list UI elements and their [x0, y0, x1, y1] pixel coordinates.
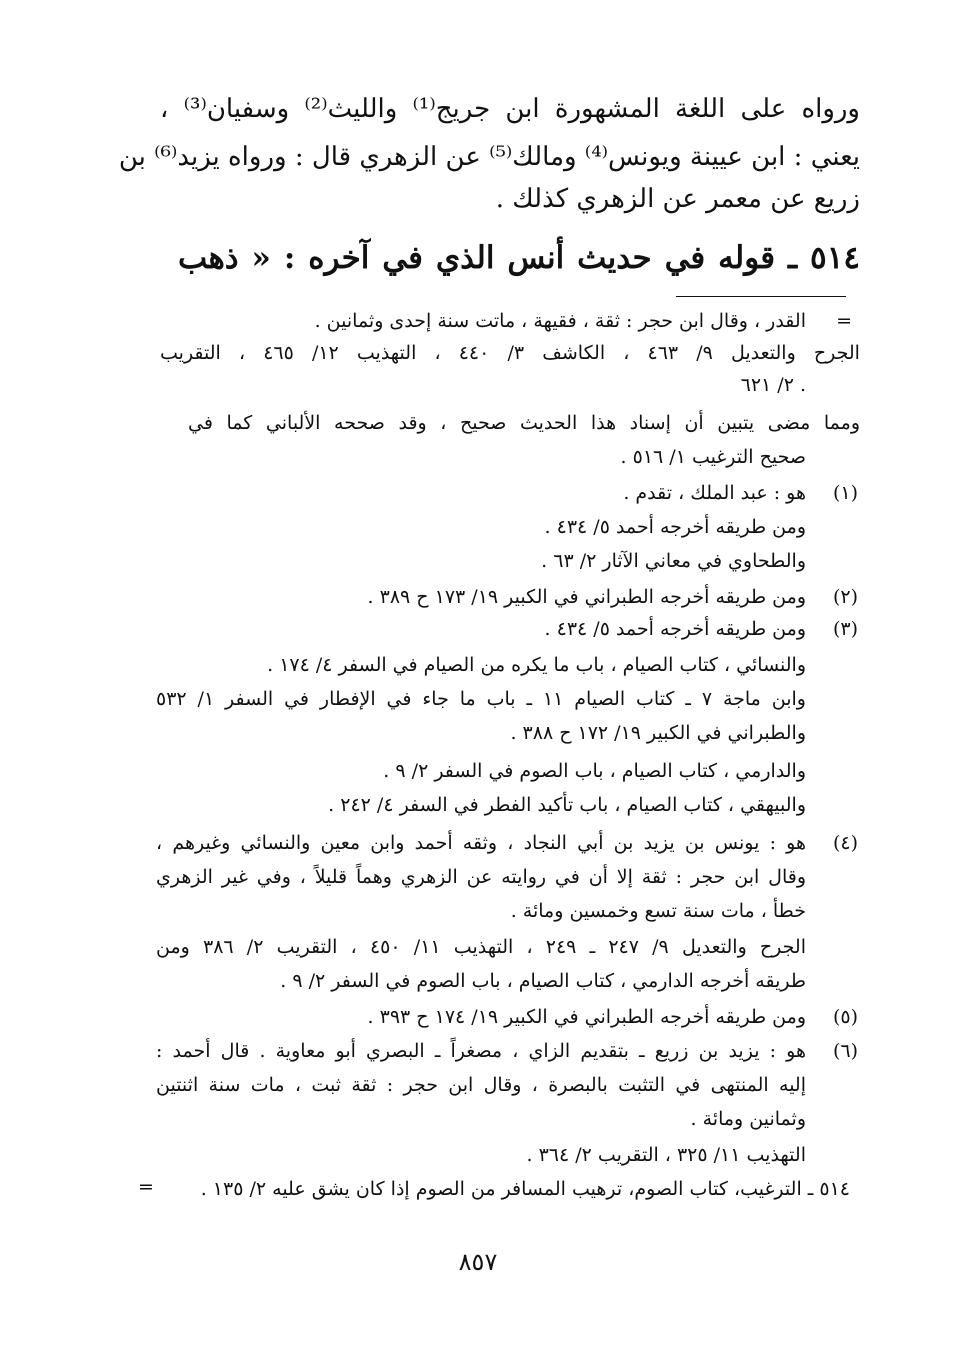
footnote-5-line-1: ومن طريقه أخرجه الطبراني في الكبير ١٩/ ١٧٤ ح ٣٩٣ . [367, 1006, 806, 1028]
footnote-4-line-5: طريقه أخرجه الدارمي ، كتاب الصيام ، باب الصوم في السفر ٢/ ٩ . [280, 970, 806, 992]
footnote-3-line-6: والبيهقي ، كتاب الصيام ، باب تأكيد الفطر في السفر ٤/ ٢٤٢ . [328, 794, 806, 816]
footnote-514-continuation-marker: = [138, 1176, 154, 1198]
footnote-3-line-5: والدارمي ، كتاب الصيام ، باب الصوم في السفر ٢/ ٩ . [383, 760, 806, 782]
footnote-6-number: (٦) [832, 1040, 858, 1062]
section-heading: ٥١٤ ـ قوله في حديث أنس الذي في آخره : « ذهب [178, 240, 860, 276]
footnote-4-number: (٤) [832, 832, 858, 854]
footnote-continuation-line-1: القدر ، وقال ابن حجر : ثقة ، فقيهة ، ماتت سنة إحدى وثمانين . [314, 310, 806, 332]
footnote-3-line-4: والطبراني في الكبير ١٩/ ١٧٢ ح ٣٨٨ . [510, 722, 806, 744]
footnote-3-line-1: ومن طريقه أخرجه أحمد ٥/ ٤٣٤ . [544, 618, 806, 640]
main-text-line-2: يعني : ابن عيينة ويونس⁽⁴⁾ ومالك⁽⁵⁾ عن الزهري قال : ورواه يزيد⁽⁶⁾ بن [118, 142, 860, 172]
footnote-2-line-1: ومن طريقه أخرجه الطبراني في الكبير ١٩/ ١٧٣ ح ٣٨٩ . [367, 586, 806, 608]
footnote-5-number: (٥) [832, 1006, 858, 1028]
footnote-1-line-2: ومن طريقه أخرجه أحمد ٥/ ٤٣٤ . [544, 516, 806, 538]
footnote-1-line-1: هو : عبد الملك ، تقدم . [623, 482, 806, 504]
footnote-continuation-line-2: الجرح والتعديل ٩/ ٤٦٣ ، الكاشف ٣/ ٤٤٠ ، التهذيب ١٢/ ٤٦٥ ، التقريب [160, 342, 860, 364]
footnote-6-line-1: هو : يزيد بن زريع ـ بتقديم الزاي ، مصغراً ـ البصري أبو معاوية . قال أحمد : [156, 1040, 806, 1062]
footnote-2-number: (٢) [832, 586, 858, 608]
footnote-3-line-3: وابن ماجة ٧ ـ كتاب الصيام ١١ ـ باب ما جاء في الإفطار في السفر ١/ ٥٣٢ [156, 688, 806, 710]
continuation-marker: = [836, 310, 852, 332]
footnote-rule [676, 296, 846, 297]
footnote-4-line-1: هو : يونس بن يزيد بن أبي النجاد ، وثقه أحمد وابن معين والنسائي وغيرهم ، [156, 832, 806, 854]
footnote-3-number: (٣) [832, 618, 858, 640]
footnote-514: ٥١٤ ـ الترغيب، كتاب الصوم، ترهيب المسافر من الصوم إذا كان يشق عليه ٢/ ١٣٥ . [200, 1178, 850, 1200]
footnote-4-line-4: الجرح والتعديل ٩/ ٢٤٧ ـ ٢٤٩ ، التهذيب ١١/ ٤٥٠ ، التقريب ٢/ ٣٨٦ ومن [156, 936, 807, 958]
main-text-line-3: زريع عن معمر عن الزهري كذلك . [495, 184, 860, 214]
footnote-6-line-2: إليه المنتهى في التثبت بالبصرة ، وقال ابن حجر : ثقة ثبت ، مات سنة اثنتين [156, 1074, 806, 1096]
footnote-continuation-line-4: ومما مضى يتبين أن إسناد هذا الحديث صحيح ، وقد صححه الألباني كما في [188, 412, 860, 434]
footnote-6-line-3: وثمانين ومائة . [690, 1108, 806, 1130]
footnote-3-line-2: والنسائي ، كتاب الصيام ، باب ما يكره من الصيام في السفر ٤/ ١٧٤ . [267, 654, 806, 676]
page-number: ٨٥٧ [458, 1248, 498, 1276]
main-text-line-1: ورواه على اللغة المشهورة ابن جريج⁽¹⁾ والليث⁽²⁾ وسفيان⁽³⁾ ، [160, 94, 860, 124]
footnote-4-line-3: خطأ ، مات سنة تسع وخمسين ومائة . [510, 900, 806, 922]
footnote-1-number: (١) [832, 482, 858, 504]
footnote-continuation-line-5: صحيح الترغيب ١/ ٥١٦ . [620, 446, 806, 468]
footnote-1-line-3: والطحاوي في معاني الآثار ٢/ ٦٣ . [541, 550, 806, 572]
footnote-continuation-line-3: ٢/ ٦٢١ . [740, 374, 806, 396]
footnote-6-line-4: التهذيب ١١/ ٣٢٥ ، التقريب ٢/ ٣٦٤ . [526, 1144, 806, 1166]
footnote-4-line-2: وقال ابن حجر : ثقة إلا أن في روايته عن الزهري وهماً قليلاً ، وفي غير الزهري [156, 866, 806, 888]
